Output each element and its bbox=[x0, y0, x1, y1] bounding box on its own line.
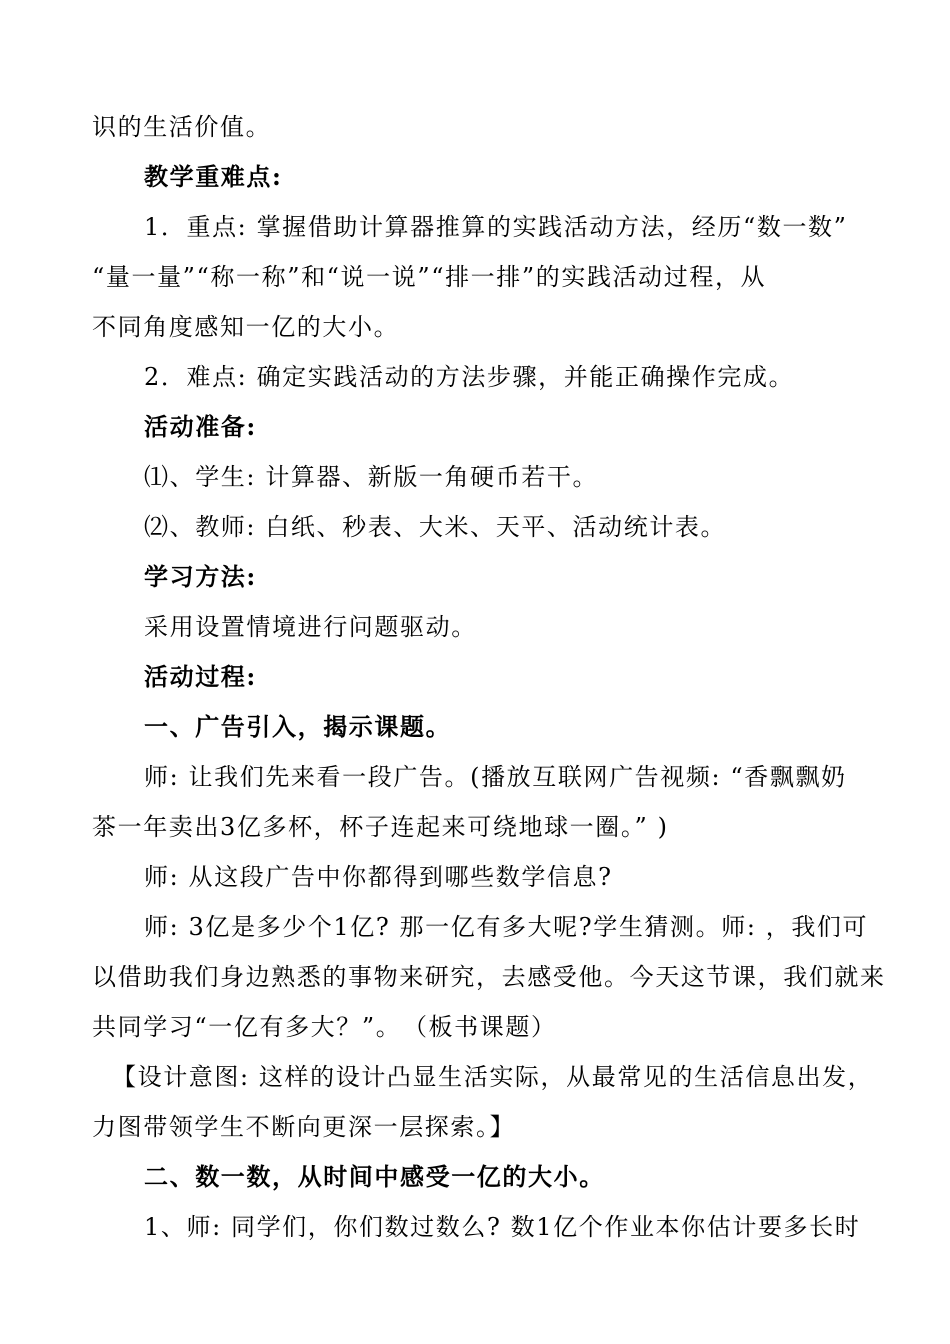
paragraph-line: 师: 让我们先来看一段广告。(播放互联网广告视频: “香飘飘奶 bbox=[144, 763, 847, 791]
paragraph-line: 茶一年卖出3亿多杯，杯子连起来可绕地球一圈。” ) bbox=[92, 813, 669, 841]
list-item: ⑴、学生: 计算器、新版一角硬币若干。 bbox=[144, 463, 599, 491]
paragraph-line: “量一量”“称一称”和“说一说”“排一排”的实践活动过程，从 bbox=[92, 263, 767, 291]
paragraph-line: 以借助我们身边熟悉的事物来研究，去感受他。今天这节课，我们就来 bbox=[92, 963, 886, 991]
paragraph-line: 共同学习“一亿有多大？”。 （板书课题） bbox=[92, 1013, 557, 1041]
paragraph-line: 师: 3亿是多少个1亿? 那一亿有多大呢?学生猜测。师: ，我们可 bbox=[144, 913, 869, 941]
section-heading: 活动过程: bbox=[144, 662, 257, 691]
section-heading: 一、广告引入，揭示课题。 bbox=[144, 712, 452, 741]
paragraph-line: 采用设置情境进行问题驱动。 bbox=[144, 613, 477, 641]
section-heading: 活动准备: bbox=[144, 412, 257, 441]
paragraph-line: 2．难点: 确定实践活动的方法步骤，并能正确操作完成。 bbox=[144, 363, 795, 391]
paragraph-line: 师: 从这段广告中你都得到哪些数学信息? bbox=[144, 863, 613, 891]
list-item: ⑵、教师: 白纸、秒表、大米、天平、活动统计表。 bbox=[144, 513, 727, 541]
section-heading: 教学重难点: bbox=[144, 162, 283, 191]
design-note: 力图带领学生不断向更深一层探索。】 bbox=[92, 1113, 516, 1141]
paragraph-line: 识的生活价值。 bbox=[92, 113, 272, 141]
paragraph-line: 不同角度感知一亿的大小。 bbox=[92, 313, 400, 341]
section-heading: 二、数一数，从时间中感受一亿的大小。 bbox=[144, 1162, 605, 1191]
paragraph-line: 1．重点: 掌握借助计算器推算的实践活动方法，经历“数一数” bbox=[144, 213, 848, 241]
section-heading: 学习方法: bbox=[144, 562, 257, 591]
design-note: 【设计意图: 这样的设计凸显生活实际，从最常见的生活信息出发， bbox=[112, 1063, 874, 1091]
paragraph-line: 1、师: 同学们，你们数过数么? 数1亿个作业本你估计要多长时 bbox=[144, 1213, 861, 1241]
